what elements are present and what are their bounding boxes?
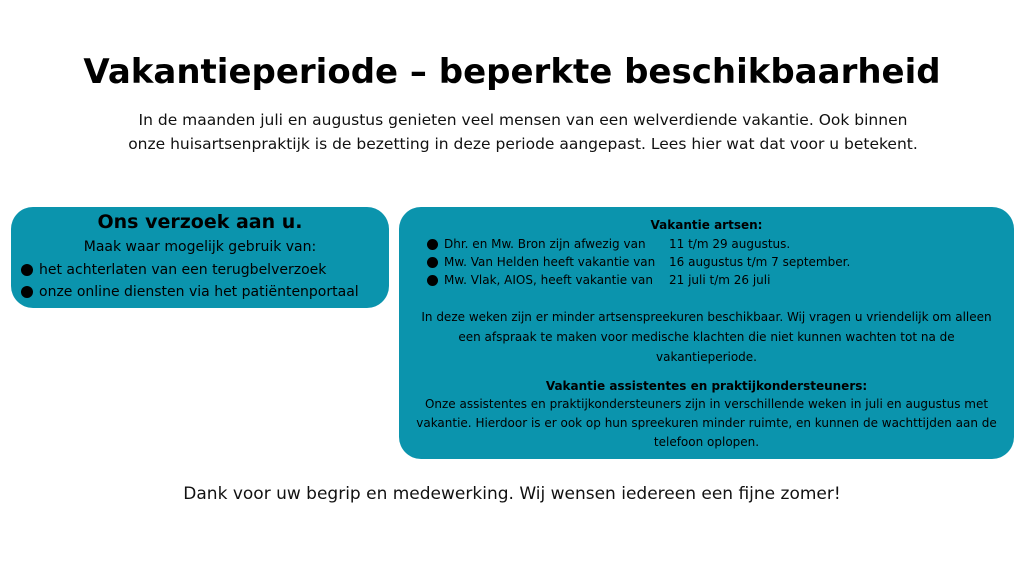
assistants-heading: Vakantie assistentes en praktijkondersteuners: bbox=[545, 379, 868, 393]
doctors-heading: Vakantie artsen: bbox=[650, 218, 763, 232]
request-box bbox=[11, 207, 389, 308]
page-title: Vakantieperiode – beperkte beschikbaarheid bbox=[83, 52, 941, 92]
request-item-label: onze online diensten via het patiëntenportaal bbox=[39, 284, 359, 300]
list-item bbox=[427, 253, 1014, 271]
doctor-dates: 16 augustus t/m 7 september. bbox=[669, 255, 851, 269]
request-list bbox=[11, 259, 389, 303]
doctor-name: Mw. Van Helden heeft vakantie van bbox=[444, 255, 656, 269]
request-item-label: het achterlaten van een terugbelverzoek bbox=[39, 262, 327, 278]
assistants-note: Onze assistentes en praktijkondersteuners zijn in verschillende weken in juli en augustus met vakantie. Hierdoor is er ook op hun spreekuren minder ruimte, en kunnen de wachttijden aan de telefoon oplopen. bbox=[416, 397, 997, 449]
closing-text: Dank voor uw begrip en medewerking. Wij wensen iedereen een fijne zomer! bbox=[183, 484, 841, 504]
bullet-icon bbox=[427, 257, 438, 268]
bullet-icon bbox=[427, 239, 438, 250]
request-subtitle: Maak waar mogelijk gebruik van: bbox=[83, 239, 317, 255]
bullet-icon bbox=[21, 264, 33, 276]
doctor-dates: 21 juli t/m 26 juli bbox=[669, 273, 771, 287]
bullet-icon bbox=[427, 275, 438, 286]
list-item bbox=[21, 281, 389, 303]
list-item bbox=[21, 259, 389, 281]
doctors-note: In deze weken zijn er minder artsenspreekuren beschikbaar. Wij vragen u vriendelijk om alleen een afspraak te maken voor medische klachten die niet kunnen wachten tot na de vakantieperiode. bbox=[421, 310, 992, 364]
list-item bbox=[427, 235, 1014, 253]
doctor-name: Dhr. en Mw. Bron zijn afwezig van bbox=[444, 237, 646, 251]
request-title: Ons verzoek aan u. bbox=[97, 211, 303, 233]
doctor-dates: 11 t/m 29 augustus. bbox=[669, 237, 791, 251]
list-item bbox=[427, 271, 1014, 289]
intro-text: In de maanden juli en augustus genieten veel mensen van een welverdiende vakantie. Ook binnen onze huisartsenpraktijk is de bezetting in deze periode aangepast. Lees hier wat dat voor u betekent. bbox=[128, 111, 918, 153]
doctor-name: Mw. Vlak, AIOS, heeft vakantie van bbox=[444, 273, 653, 287]
bullet-icon bbox=[21, 286, 33, 298]
vacation-box bbox=[399, 207, 1014, 459]
doctors-list bbox=[399, 235, 1014, 289]
